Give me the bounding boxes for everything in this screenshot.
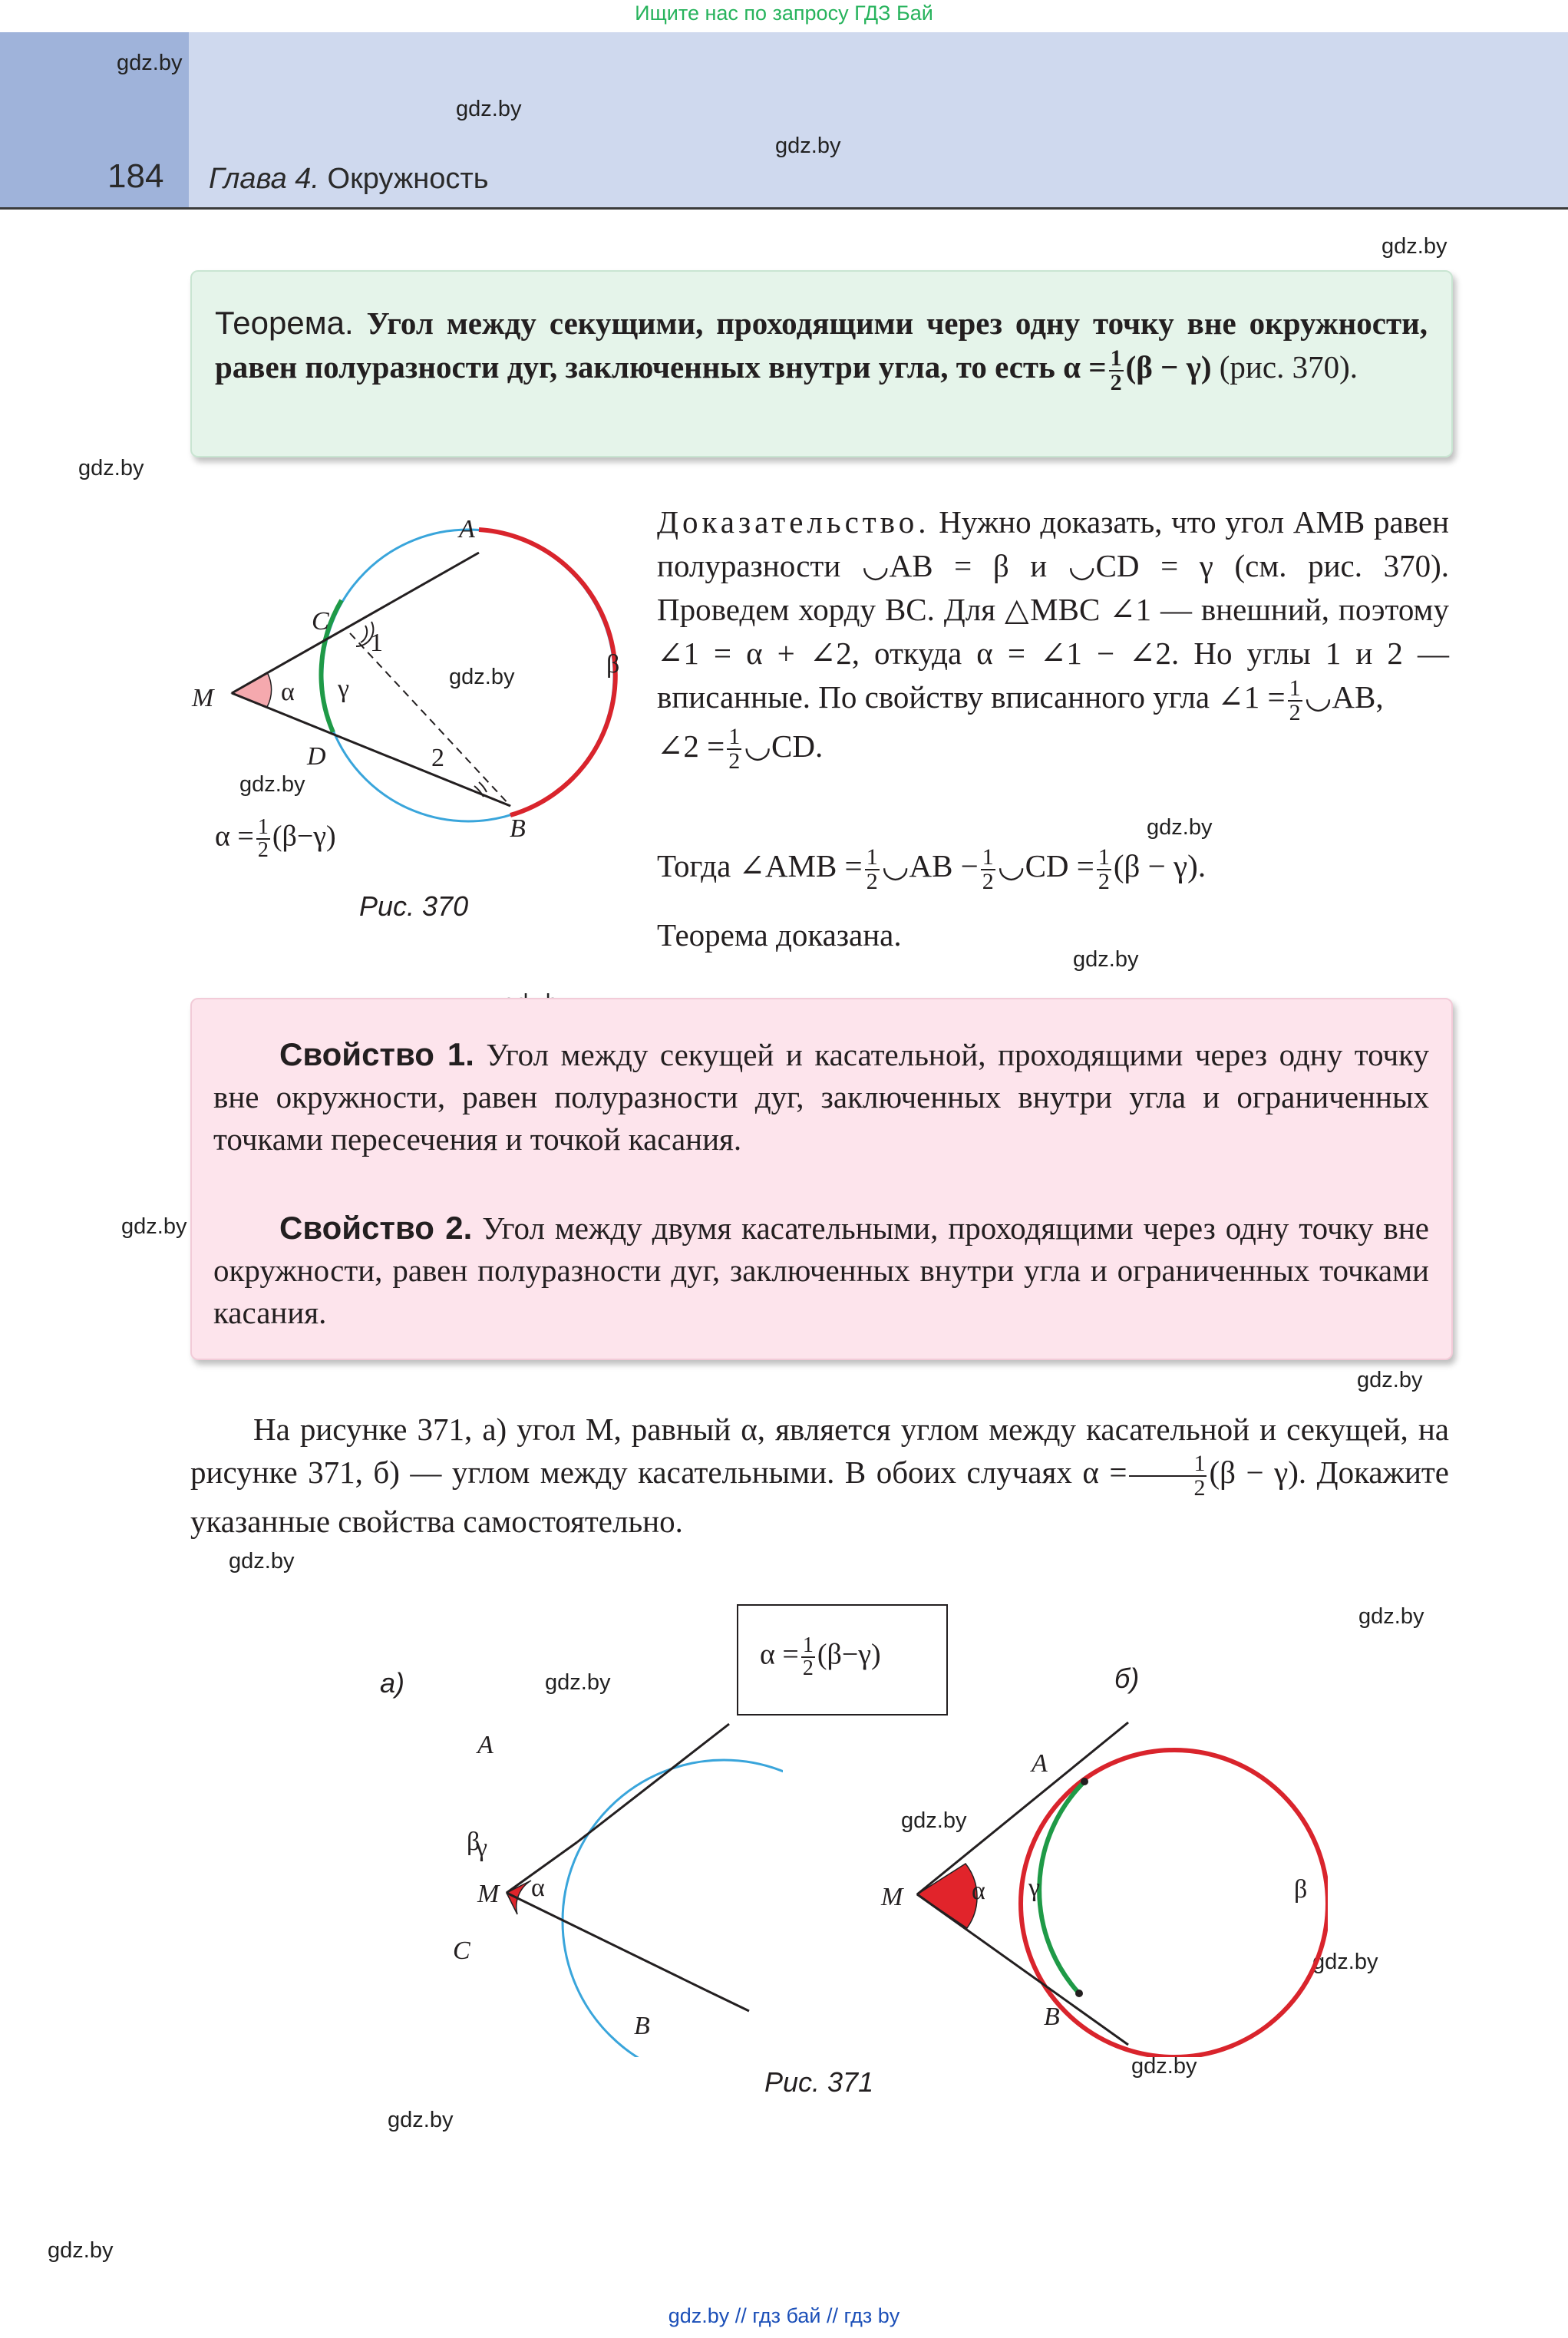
- watermark: gdz.by: [449, 665, 515, 689]
- label-a: A: [477, 1731, 494, 1759]
- watermark: gdz.by: [48, 2238, 114, 2263]
- label-gamma: γ: [1028, 1874, 1041, 1902]
- secant-ma: [232, 553, 479, 693]
- label-beta: β: [606, 650, 620, 679]
- theorem-statement: Угол между секущими, проходящими через одну точку вне окружности, равен полуразности дуг, заключенных внутри угла, то есть: [215, 305, 1428, 385]
- header-rule: [0, 207, 1568, 210]
- theorem-text: [215, 301, 1428, 395]
- watermark: gdz.by: [1147, 815, 1213, 840]
- angle-1-mark: [361, 626, 367, 642]
- label-d: D: [307, 742, 326, 771]
- fraction: $\frac{1}{2}$: [1110, 345, 1122, 395]
- figure-371a: [307, 1704, 783, 2057]
- label-b: B: [1044, 2003, 1060, 2031]
- label-b: B: [634, 2012, 650, 2040]
- secant-mb: [507, 1893, 706, 1990]
- point-b: [1075, 1990, 1083, 1997]
- circle-371b: [1021, 1750, 1328, 2057]
- top-note: Ищите нас по запросу ГДЗ Бай: [635, 2, 933, 25]
- tangent-ma: [577, 1724, 729, 1842]
- fraction: $\frac{1}{2}$: [728, 724, 741, 774]
- label-c: C: [453, 1937, 470, 1965]
- body-paragraph: На рисунке 371, а) угол M, равный α, является углом между касательной и секущей, на рисунке 371, б) — углом между касательными. В обоих случаях α = $\frac{1}{2}$ (β − γ). Докажите указанные свойства самостоятельно.: [190, 1412, 1450, 1539]
- watermark: gdz.by: [388, 2108, 454, 2132]
- fraction: $\frac{1}{2}$: [1129, 1452, 1207, 1500]
- label-alpha: α: [972, 1877, 985, 1905]
- fig371-part-b: б): [1114, 1663, 1140, 1694]
- watermark: gdz.by: [121, 1214, 187, 1239]
- property-1-label: Свойство 1.: [279, 1036, 474, 1072]
- angle-alpha-marker: [917, 1864, 977, 1928]
- watermark: gdz.by: [775, 134, 841, 158]
- point-a: [1081, 1778, 1088, 1785]
- label-beta: β: [1294, 1875, 1308, 1904]
- label-1: 1: [370, 629, 383, 657]
- watermark: gdz.by: [117, 51, 183, 75]
- theorem-formula-tail: (β − γ): [1125, 349, 1212, 385]
- label-m: M: [881, 1883, 903, 1911]
- label-2: 2: [431, 744, 444, 772]
- watermark: gdz.by: [1358, 1604, 1424, 1629]
- circle-371a: [563, 1760, 783, 2057]
- arc-beta: [479, 530, 616, 815]
- label-c: C: [312, 607, 329, 636]
- secant-mb: [706, 1990, 749, 2011]
- fig371-formula: α = $\frac{1}{2}$ (β−γ): [760, 1633, 881, 1680]
- watermark: gdz.by: [229, 1549, 295, 1574]
- label-b: B: [510, 814, 526, 843]
- page-number: 184: [107, 157, 164, 195]
- watermark: gdz.by: [456, 97, 522, 121]
- label-alpha: α: [281, 678, 295, 706]
- theorem-ref: (рис. 370).: [1219, 349, 1358, 385]
- arc-gamma: [1039, 1782, 1084, 1993]
- proof-text: Доказательство. Нужно доказать, что угол AMB равен полуразности ◡AB = β и ◡CD = γ (см. рис. 370). Проведем хорду BC. Для △MBC ∠1 — внешний, поэтому ∠1 = α + ∠2, откуда α = ∠1 − ∠2. Но углы 1 и 2 — вписанные. По свойству вписанного угла ∠1 = $\frac{1}{2}$ ◡AB, ∠2 = $\frac{1}{2}$ ◡CD.: [657, 504, 1449, 774]
- theorem-label: Теорема.: [215, 305, 354, 341]
- chord-bc: [350, 633, 510, 806]
- label-alpha: α: [531, 1874, 545, 1902]
- angle-alpha-marker: [507, 1881, 531, 1914]
- watermark: gdz.by: [1312, 1950, 1378, 1974]
- property-2-label: Свойство 2.: [279, 1210, 473, 1246]
- fig370-caption: Рис. 370: [359, 890, 469, 922]
- proof-end: Теорема доказана.: [657, 917, 902, 953]
- fig371-part-a: а): [380, 1667, 405, 1699]
- watermark: gdz.by: [1131, 2054, 1197, 2079]
- label-m: M: [477, 1880, 500, 1908]
- property-2: Свойство 2. Угол между двумя касательными, проходящими через одну точку вне окружности, равен полуразности дуг, заключенных внутри угла и ограниченных точками касания.: [213, 1210, 1429, 1330]
- watermark: gdz.by: [78, 456, 144, 480]
- proof-body: Нужно доказать, что угол AMB равен полуразности ◡AB = β и ◡CD = γ (см. рис. 370). Проведем хорду BC. Для △MBC ∠1 — внешний, поэтому ∠1 = α + ∠2, откуда α = ∠1 − ∠2. Но углы 1 и 2 — вписанные. По свойству вписанного угла ∠1 =: [657, 504, 1449, 715]
- secant-mb: [232, 693, 510, 806]
- proof-conclusion: Тогда ∠AMB = $\frac{1}{2}$ ◡AB − $\frac{1}{2}$ ◡CD = $\frac{1}{2}$ (β − γ).: [657, 844, 1207, 894]
- label-a: A: [459, 515, 475, 543]
- watermark: gdz.by: [545, 1670, 611, 1695]
- label-m: M: [192, 684, 214, 712]
- label-a: A: [1032, 1749, 1048, 1778]
- label-gamma: γ: [338, 675, 350, 703]
- fig370-formula: α = $\frac{1}{2}$ (β−γ): [215, 815, 336, 862]
- theorem-formula-lead: α =: [1063, 349, 1107, 385]
- figure-371b: [867, 1704, 1328, 2057]
- label-beta: β: [467, 1828, 480, 1856]
- label-gamma: γ: [476, 1834, 488, 1862]
- property-1: Свойство 1. Угол между секущей и касательной, проходящими через одну точку вне окружности, равен полуразности дуг, заключенных внутри угла и ограниченных точками пересечения и точкой касания.: [213, 1036, 1430, 1157]
- watermark: gdz.by: [1381, 234, 1448, 259]
- fig371-caption: Рис. 371: [764, 2066, 874, 2098]
- footer: gdz.by // гдз бай // гдз by: [668, 2304, 900, 2327]
- proof-title: Доказательство.: [657, 504, 930, 540]
- watermark: gdz.by: [239, 772, 305, 797]
- fraction: $\frac{1}{2}$: [1289, 675, 1301, 725]
- chapter-title: Глава 4. Окружность: [209, 163, 489, 195]
- watermark: gdz.by: [901, 1808, 967, 1833]
- figure-370: [177, 499, 668, 867]
- watermark: gdz.by: [1357, 1368, 1423, 1392]
- watermark: gdz.by: [1073, 947, 1139, 972]
